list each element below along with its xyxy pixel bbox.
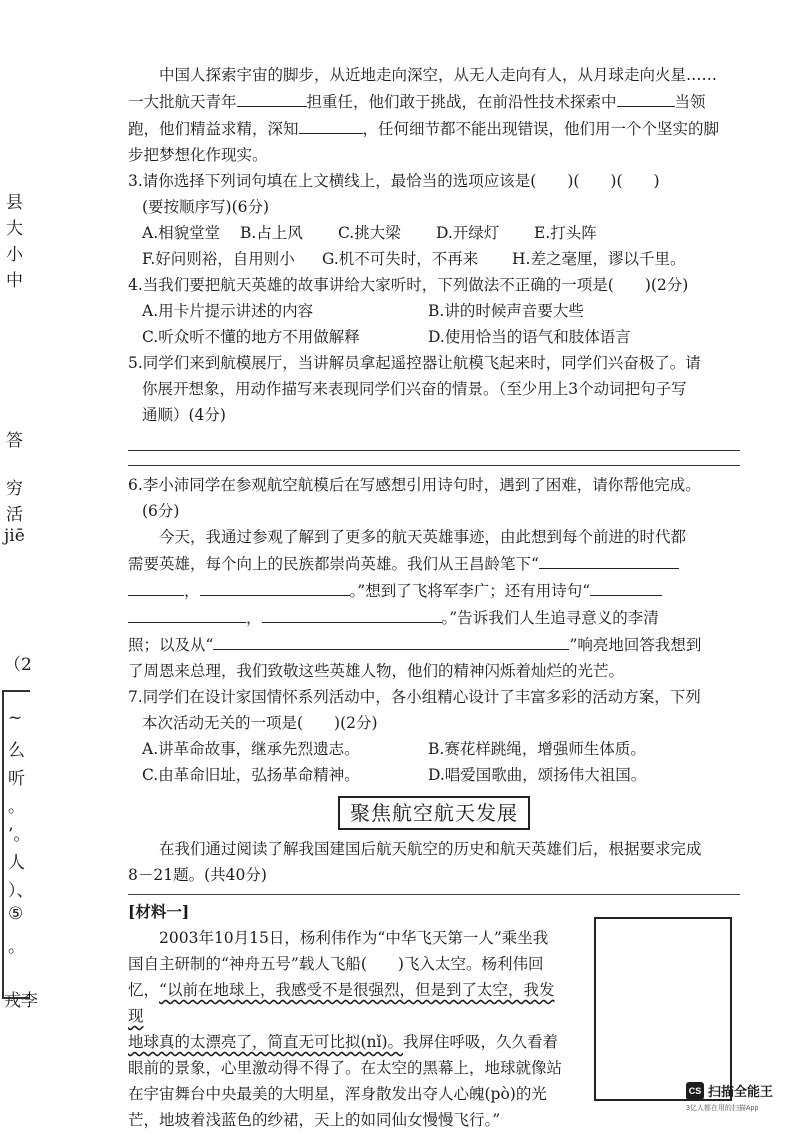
margin-char: 戎李 <box>4 991 38 1011</box>
margin-char: 。 <box>8 797 25 817</box>
passage-1 <box>128 62 740 168</box>
passage-line: 中国人探索宇宙的脚步，从近地走向深空，从无人走向有人，从月球走向火星…… <box>159 66 718 84</box>
passage-line: 照；以及从“ ”响亮地回答我想到 <box>128 631 740 658</box>
margin-char: ’。 <box>8 825 31 845</box>
passage-line: 今天，我通过参观了解到了更多的航天英雄事迹，由此想到每个前进的时代都 <box>159 528 687 546</box>
material-text <box>128 925 568 1133</box>
option: C.听众听不懂的地方不用做解释 <box>142 328 360 346</box>
option: D.唱爱国歌曲，颂扬伟大祖国。 <box>428 766 647 784</box>
material-line: 眼前的景象，心里激动得不得了。在太空的黑幕上，地球就像站 <box>128 1059 563 1077</box>
margin-char: 听 <box>8 769 25 789</box>
margin-char: jiē <box>4 526 25 546</box>
material-line: 在宇宙舞台中央最美的大明星，浑身散发出夺人心魄(pò)的光 <box>128 1085 547 1103</box>
question-stem: 5.同学们来到航模展厅，当讲解员拿起遥控器让航模飞起来时，同学们兴奋极了。请 <box>128 354 701 372</box>
margin-char: 县 <box>6 193 23 213</box>
question-7 <box>128 684 740 788</box>
material-line: 地球真的太漂亮了，简直无可比拟(nǐ)。我屏住呼吸，久久看着 <box>128 1033 559 1051</box>
answer-blank[interactable] <box>237 88 307 107</box>
question-stem: 3.请你选择下列词句填在上文横线上，最恰当的选项应该是( )( )( ) <box>128 172 660 190</box>
scanner-app-name: 扫描全能王 <box>708 1084 774 1099</box>
margin-char: 。 <box>8 937 25 957</box>
option: D.使用恰当的语气和肢体语言 <box>428 328 631 346</box>
material-line: 芒，地坡着浅蓝色的纱裙，天上的如同仙女慢慢飞行。” <box>128 1111 501 1129</box>
material-label: [材料一] <box>128 902 190 921</box>
material-line: 2003年10月15日，杨利伟作为“中华飞天第一人”乘坐我 <box>159 929 549 947</box>
margin-char: 小 <box>6 245 23 265</box>
binding-margin <box>0 0 60 1124</box>
question-6 <box>128 472 740 684</box>
answer-blank[interactable] <box>128 604 246 623</box>
answer-blank[interactable] <box>617 88 675 107</box>
main-content <box>128 62 740 1133</box>
option: G.机不可失时，不再来 <box>322 250 479 268</box>
question-3 <box>128 168 740 272</box>
answer-blank[interactable] <box>213 631 569 650</box>
passage-line: 跑，他们精益求精，深知 ，任何细节都不能出现错误，他们用一个个坚实的脚 <box>128 115 740 142</box>
question-stem: 通顺）(4分) <box>142 406 226 424</box>
answer-blank[interactable] <box>262 604 442 623</box>
options-grid <box>128 736 740 788</box>
margin-char: 么 <box>8 741 25 761</box>
option: A.讲革命故事，继承先烈遗志。 <box>142 740 360 758</box>
section-intro: 在我们通过阅读了解我国建国后航天航空的历史和航天英雄们后，根据要求完成 <box>159 840 702 858</box>
margin-char: 穷 <box>6 479 23 499</box>
option: B.占上风 <box>240 224 303 242</box>
passage-line: ， 。”告诉我们人生追寻意义的李清 <box>128 604 740 631</box>
answer-blank[interactable] <box>590 577 662 596</box>
margin-char: ~ <box>8 708 23 728</box>
passage-line: 了周恩来总理，我们致敬这些英雄人物，他们的精神闪烁着灿烂的光芒。 <box>128 662 625 680</box>
option: A.相貌堂堂 <box>142 224 221 242</box>
section-title-box: 聚焦航空航天发展 <box>338 796 530 830</box>
question-stem: 7.同学们在设计家国情怀系列活动中，各小组精心设计了丰富多彩的活动方案，下列 <box>128 688 701 706</box>
option: D.开绿灯 <box>436 224 500 242</box>
material-line: 国自主研制的“神舟五号”载人飞船( )飞入太空。杨利伟回 <box>128 955 544 973</box>
image-placeholder <box>594 917 732 1101</box>
section-title <box>128 796 740 830</box>
question-4 <box>128 272 740 350</box>
question-stem: 本次活动无关的一项是( )(2分) <box>142 714 378 732</box>
options-row <box>128 246 740 272</box>
margin-char: ）、 <box>8 881 34 901</box>
option: A.用卡片提示讲述的内容 <box>142 302 314 320</box>
question-stem: (6分) <box>142 502 180 520</box>
question-stem: 6.李小沛同学在参观航空航模后在写感想引用诗句时，遇到了困难，请你帮他完成。 <box>128 476 701 494</box>
option: B.赛花样跳绳，增强师生体质。 <box>428 740 646 758</box>
question-stem: (要按顺序写)(6分) <box>142 198 270 216</box>
margin-char: 中 <box>6 271 23 291</box>
margin-char: 活 <box>6 505 23 525</box>
margin-char: 答 <box>6 431 23 451</box>
options-row <box>128 220 740 246</box>
answer-blank[interactable] <box>299 115 363 134</box>
option: E.打头阵 <box>534 224 597 242</box>
option: H.差之毫厘，谬以千里。 <box>512 250 686 268</box>
question-stem: 你展开想象，用动作描写来表现同学们兴奋的情景。（至少用上3个动词把句子写 <box>142 380 687 398</box>
answer-line[interactable] <box>128 451 740 466</box>
margin-char: （2 <box>4 655 32 675</box>
scanner-logo-icon: CS <box>686 1082 704 1100</box>
answer-blank[interactable] <box>200 577 350 596</box>
option: B.讲的时候声音要大些 <box>428 302 584 320</box>
passage-line: 一大批航天青年 担重任，他们敢于挑战，在前沿性技术探索中 当领 <box>128 88 740 115</box>
answer-blank[interactable] <box>128 577 184 596</box>
material-line: 忆，“以前在地球上，我感受不是很强烈，但是到了太空，我发现 <box>128 981 555 1025</box>
scanner-tagline: 3亿人都在用的扫描App <box>686 1105 759 1112</box>
section-intro: 8－21题。(共40分) <box>128 866 267 884</box>
option: C.由革命旧址，弘扬革命精神。 <box>142 766 360 784</box>
margin-char: 大 <box>6 219 23 239</box>
material-1 <box>128 894 740 1133</box>
passage-line: ， 。”想到了飞将军李广；还有用诗句“ <box>128 577 740 604</box>
answer-blank[interactable] <box>539 550 679 569</box>
answer-line[interactable] <box>128 428 740 451</box>
options-grid <box>128 298 740 350</box>
margin-char: 人 <box>8 853 25 873</box>
margin-char: ⑤ <box>8 904 24 924</box>
option: C.挑大梁 <box>338 224 401 242</box>
passage-line: 需要英雄，每个向上的民族都崇尚英雄。我们从王昌龄笔下“ <box>128 550 740 577</box>
option: F.好问则裕，自用则小 <box>142 250 295 268</box>
passage-line: 步把梦想化作现实。 <box>128 146 268 164</box>
question-stem: 4.当我们要把航天英雄的故事讲给大家听时，下列做法不正确的一项是( )(2分) <box>128 276 689 294</box>
question-5 <box>128 350 740 466</box>
